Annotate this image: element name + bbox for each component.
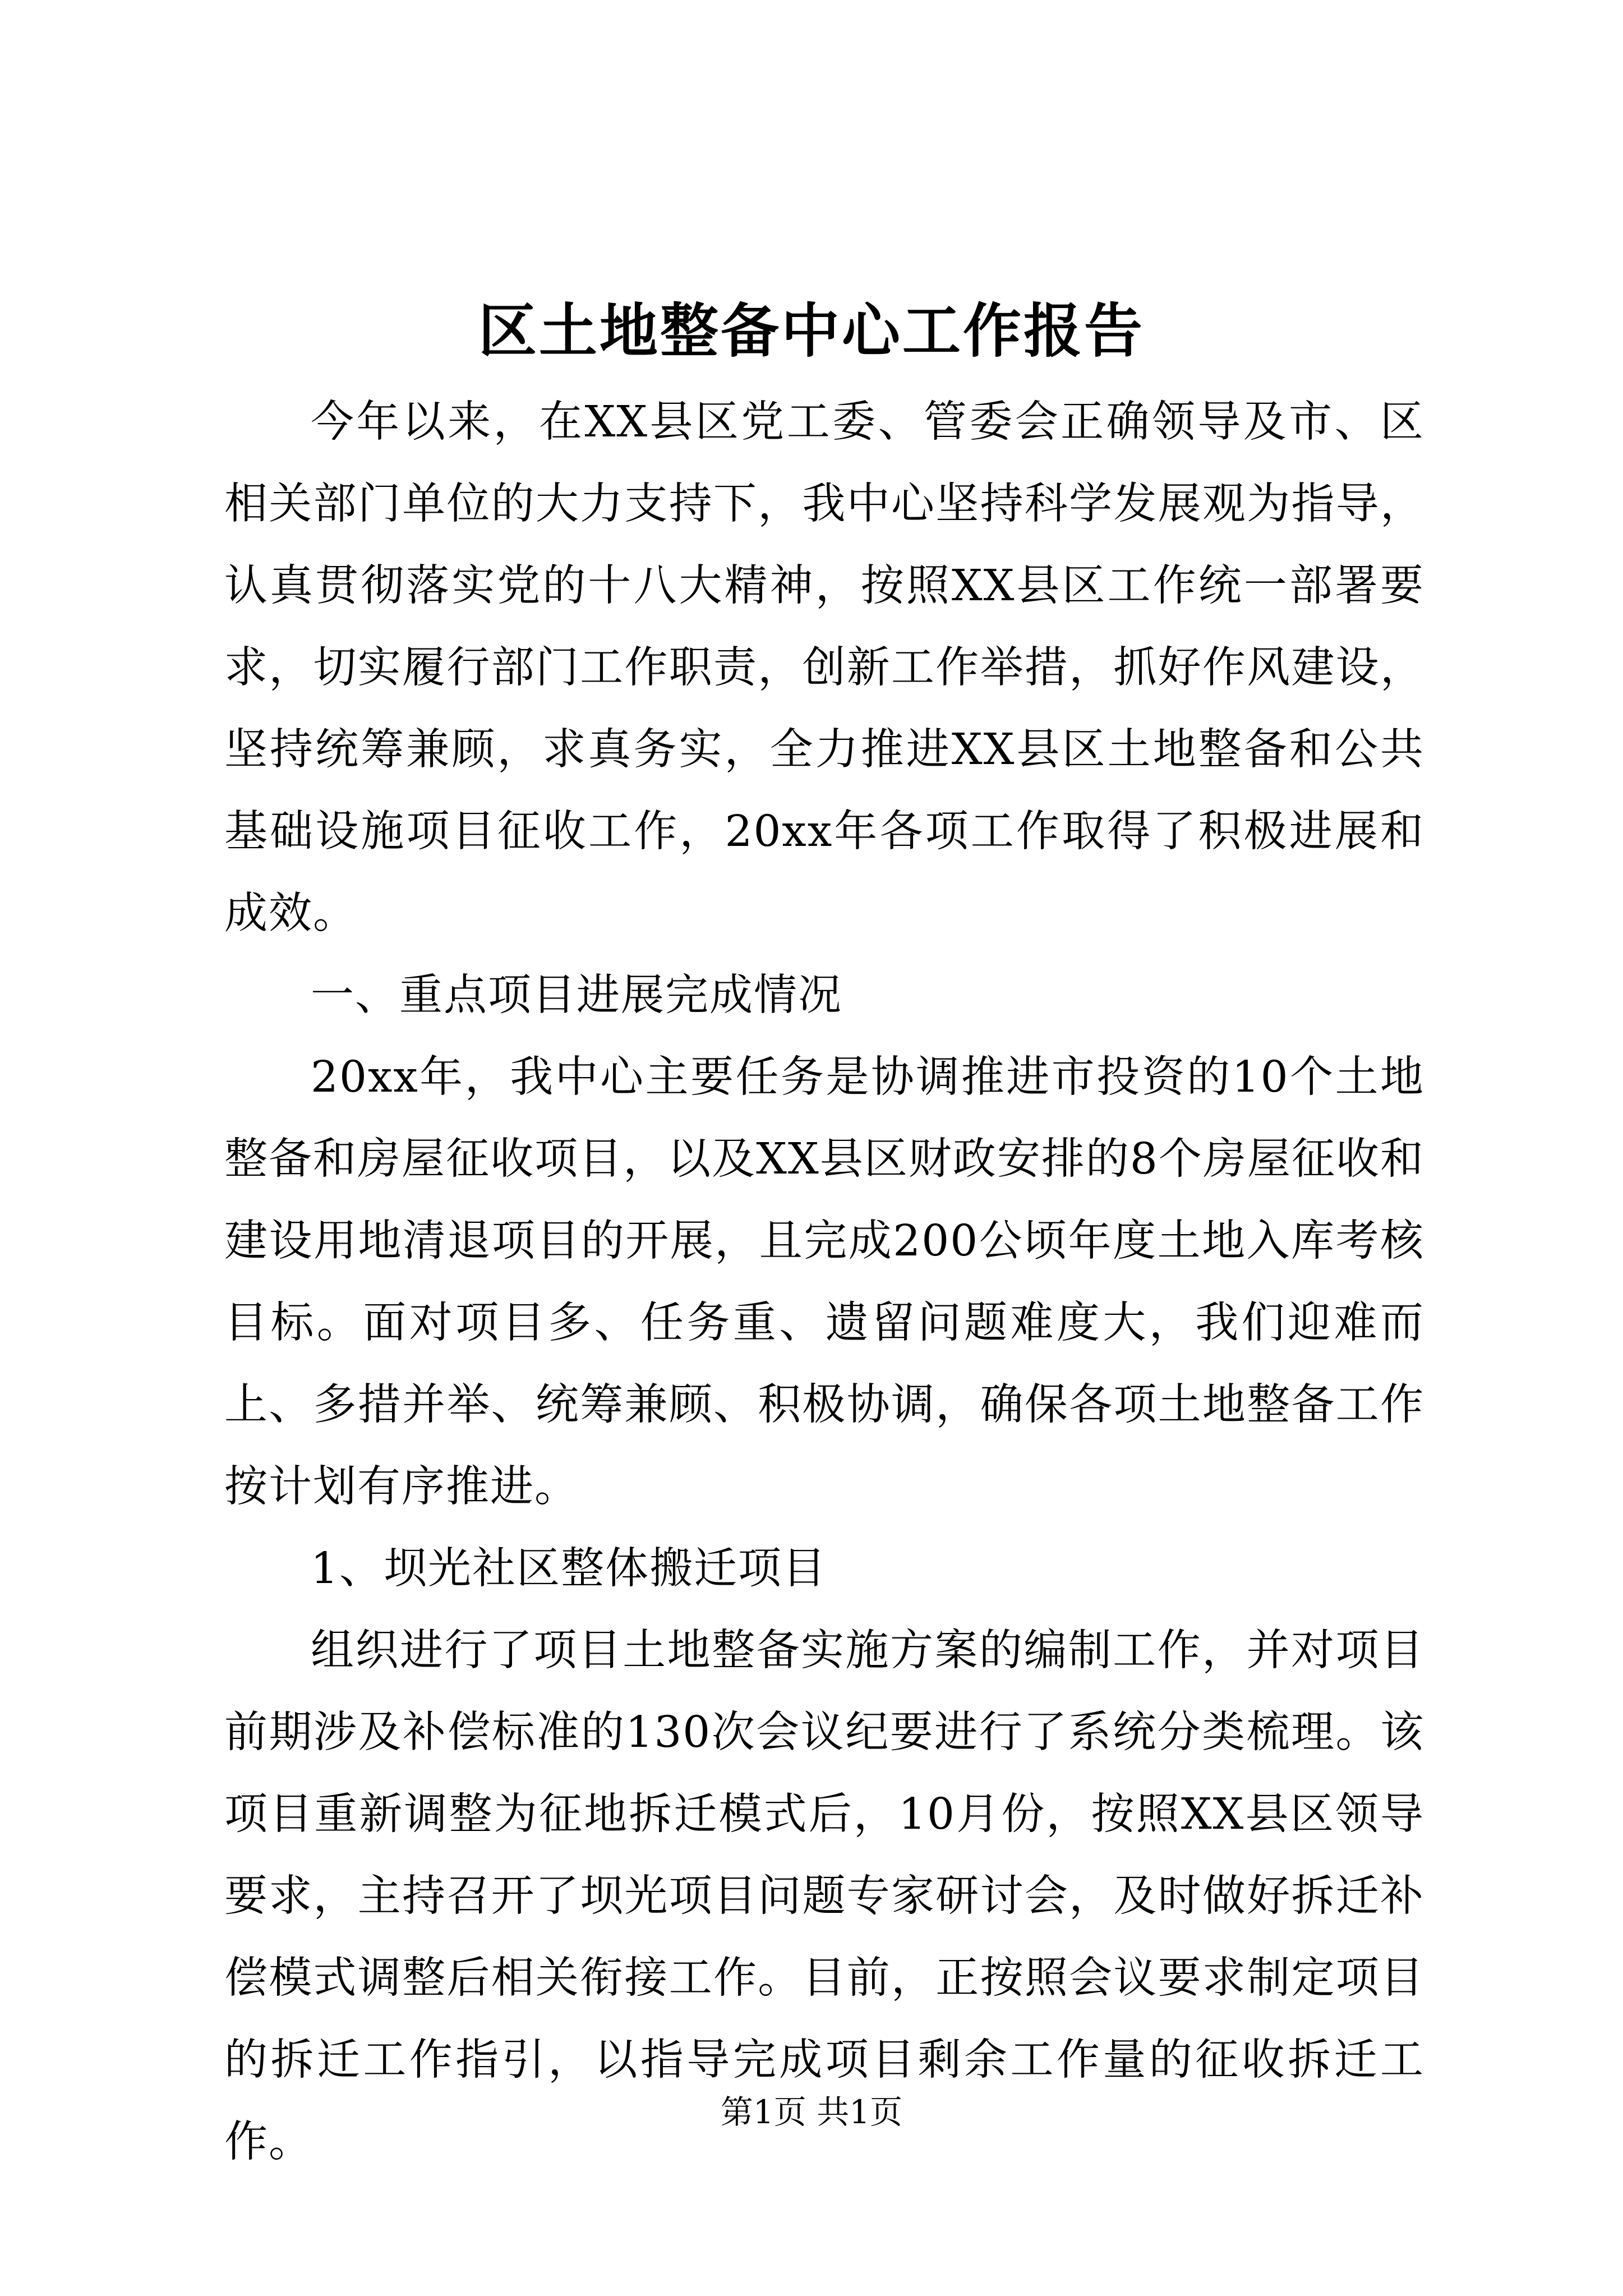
document-title: 区土地整备中心工作报告 bbox=[478, 296, 1145, 365]
subsection-paragraph: 组织进行了项目土地整备实施方案的编制工作，并对项目前期涉及补偿标准的130次会议纪要进行了系统分类梳理。该项目重新调整为征地拆迁模式后，10月份，按照XX县区领导要求，主持召开了坝光项目问题专家研讨会，及时做好拆迁补偿模式调整后相关衔接工作。目前，正按照会议要求制定项目的拆迁工作指引，以指导完成项目剩余工作量的征收拆迁工作。 bbox=[224, 1626, 1424, 2167]
section-paragraph: 20xx年，我中心主要任务是协调推进市投资的10个土地整备和房屋征收项目，以及XX县区财政安排的8个房屋征收和建设用地清退项目的开展，且完成200公顷年度土地入库考核目标。面对项目多、任务重、遗留问题难度大，我们迎难而上、多措并举、统筹兼顾、积极协调，确保各项土地整备工作按计划有序推进。 bbox=[224, 1052, 1424, 1512]
page-footer: 第1页 共1页 bbox=[720, 2093, 903, 2131]
document-body bbox=[224, 381, 1424, 2183]
subsection-heading: 1、坝光社区整体搬迁项目 bbox=[311, 1544, 827, 1594]
intro-paragraph: 今年以来，在XX县区党工委、管委会正确领导及市、区相关部门单位的大力支持下，我中心坚持科学发展观为指导，认真贯彻落实党的十八大精神，按照XX县区工作统一部署要求，切实履行部门工作职责，创新工作举措，抓好作风建设，坚持统筹兼顾，求真务实，全力推进XX县区土地整备和公共基础设施项目征收工作，20xx年各项工作取得了积极进展和成效。 bbox=[224, 397, 1424, 938]
section-heading: 一、重点项目进展完成情况 bbox=[311, 970, 842, 1020]
